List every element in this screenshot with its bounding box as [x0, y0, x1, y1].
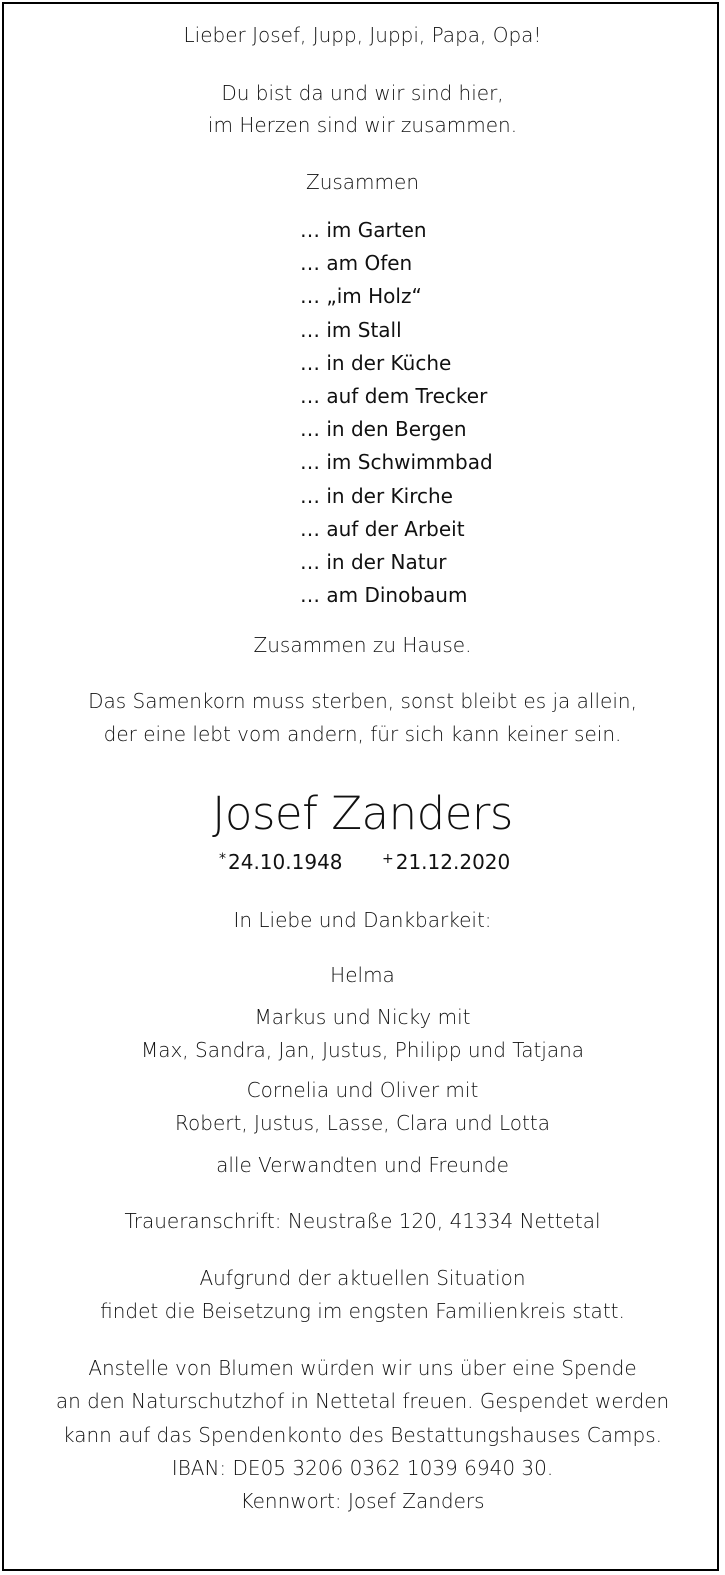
mourning-address: Traueranschrift: Neustraße 120, 41334 Nettetal — [124, 1209, 601, 1233]
together-item: … in der Küche — [300, 350, 452, 375]
mourner-family-2-children: Robert, Justus, Lasse, Clara und Lotta — [175, 1111, 550, 1135]
verse-line-2: im Herzen sind wir zusammen. — [207, 113, 518, 137]
donation-line-1: Anstelle von Blumen würden wir uns über eine Spende — [88, 1356, 637, 1380]
together-heading: Zusammen — [306, 170, 419, 194]
mourner-family-1-children: Max, Sandra, Jan, Justus, Philipp und Tatjana — [140, 1038, 585, 1062]
verse-line-1: Du bist da und wir sind hier, — [221, 81, 504, 105]
seed-verse-line-1: Das Samenkorn muss sterben, sonst bleibt es ja allein, — [88, 689, 637, 713]
burial-note-line-1: Aufgrund der aktuellen Situation — [199, 1266, 526, 1290]
birth-date-group — [219, 850, 343, 874]
together-item: … in den Bergen — [300, 417, 467, 442]
together-item: … in der Kirche — [300, 483, 453, 508]
together-item: … „im Holz“ — [300, 284, 422, 309]
together-item: … am Dinobaum — [300, 583, 468, 608]
together-item: … in der Natur — [300, 549, 447, 574]
gratitude-line: In Liebe und Dankbarkeit: — [233, 908, 492, 932]
together-item: … im Stall — [300, 317, 402, 342]
greeting: Lieber Josef, Jupp, Juppi, Papa, Opa! — [183, 23, 542, 47]
life-dates — [4, 850, 721, 876]
deceased-name: Josef Zanders — [212, 787, 513, 840]
together-item: … im Garten — [300, 218, 427, 242]
together-item: … im Schwimmbad — [300, 450, 493, 475]
mourner-spouse: Helma — [330, 963, 395, 987]
death-date-group — [382, 850, 510, 874]
birth-date: 24.10.1948 — [228, 850, 343, 874]
mourner-others: alle Verwandten und Freunde — [216, 1153, 509, 1177]
death-date: 21.12.2020 — [395, 850, 511, 874]
together-item: … auf der Arbeit — [300, 516, 465, 541]
together-list — [300, 218, 620, 616]
mourner-family-1-parents: Markus und Nicky mit — [254, 1005, 471, 1029]
together-item: … auf dem Trecker — [300, 383, 488, 408]
donation-keyword: Kennwort: Josef Zanders — [240, 1489, 485, 1513]
donation-iban: IBAN: DE05 3206 0362 1039 6940 30. — [171, 1456, 554, 1480]
together-item: … am Ofen — [300, 251, 413, 276]
donation-line-2: an den Naturschutzhof in Nettetal freuen. Gespendet werden — [55, 1389, 670, 1413]
burial-note-line-2: findet die Beisetzung im engsten Familienkreis statt. — [100, 1299, 625, 1323]
death-symbol: + — [382, 851, 394, 867]
mourner-family-2-parents: Cornelia und Oliver mit — [246, 1078, 479, 1102]
seed-verse-line-2: der eine lebt vom andern, für sich kann keiner sein. — [103, 722, 622, 746]
together-closing: Zusammen zu Hause. — [253, 633, 472, 657]
birth-symbol: * — [219, 851, 226, 867]
donation-line-3: kann auf das Spendenkonto des Bestattungshauses Camps. — [63, 1423, 662, 1447]
